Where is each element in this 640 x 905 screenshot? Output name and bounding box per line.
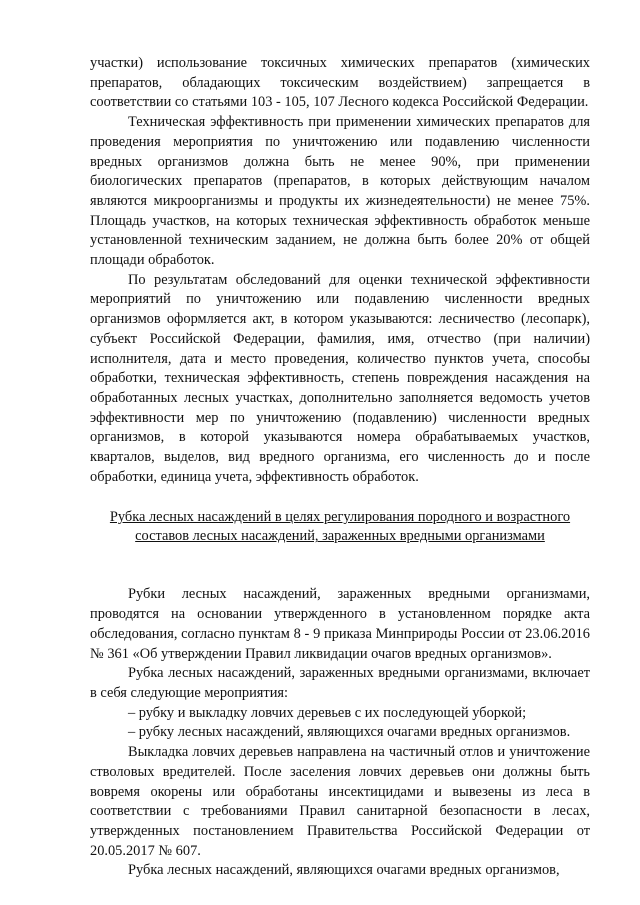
paragraph-technical-efficiency: Техническая эффективность при применении химических препаратов для проведения мероприятия по уничтожению или подавлению численности вредных организмов должна быть не менее 90%, при применении биологических препаратов (препаратов, в которых действующим началом являются микроорганизмы и продукты их жизнедеятельности) не менее 75%. Площадь участков, на которых техническая эффективность обработок меньше установленной техническим заданием, не должна быть более 20% от общей площади обработок.	[90, 114, 590, 269]
paragraph-trap-trees: Выкладка ловчих деревьев направлена на частичный отлов и уничтожение стволовых вредителей. После заселения ловчих деревьев они должны быть вовремя окорены или обработаны инсектицидами и вывезены из леса в соответствии с требованиями Правил санитарной безопасности в лесах, утвержденных постановлением Правительства Российской Федерации от 20.05.2017 № 607.	[90, 744, 590, 859]
paragraph-felling-includes: Рубка лесных насаждений, зараженных вредными организмами, включает в себя следующие мероприятия:	[90, 665, 590, 701]
section-heading: Рубка лесных насаждений в целях регулирования породного и возрастного составов лесных насаждений, зараженных вредными организмами	[109, 509, 571, 545]
paragraph-felling-basis: Рубки лесных насаждений, зараженных вредными организмами, проводятся на основании утвержденного в установленном порядке акта обследования, согласно пунктам 8 - 9 приказа Минприроды России от 23.06.2016 № 361 «Об утверждении Правил ликвидации очагов вредных организмов».	[90, 586, 590, 662]
paragraph-continuation: участки) использование токсичных химических препаратов (химических препаратов, обладающих токсическим воздействием) запрещается в соответствии со статьями 103 - 105, 107 Лесного кодекса Российской Федерации.	[90, 55, 590, 111]
list-item: – рубку лесных насаждений, являющихся очагами вредных организмов.	[128, 724, 571, 741]
document-page	[90, 54, 590, 881]
paragraph-survey-results: По результатам обследований для оценки технической эффективности мероприятий по уничтожению или подавлению численности вредных организмов оформляется акт, в котором указываются: лесничество (лесопарк), субъект Российской Федерации, фамилия, имя, отчество (при наличии) исполнителя, дата и место проведения, количество пунктов учета, способы обработки, техническая эффективность, степень повреждения насаждения на обработанных лесных участках, дополнительно заполняется ведомость учетов эффективности мер по уничтожению (подавлению) численности вредных организмов, в которой указываются номера обрабатываемых участков, кварталов, выделов, вид вредного организма, его численность до и после обработки, единица учета, эффективность обработок.	[90, 271, 590, 485]
list-item: – рубку и выкладку ловчих деревьев с их последующей уборкой;	[128, 704, 527, 721]
paragraph-felling-foci: Рубка лесных насаждений, являющихся очагами вредных организмов,	[128, 862, 560, 879]
